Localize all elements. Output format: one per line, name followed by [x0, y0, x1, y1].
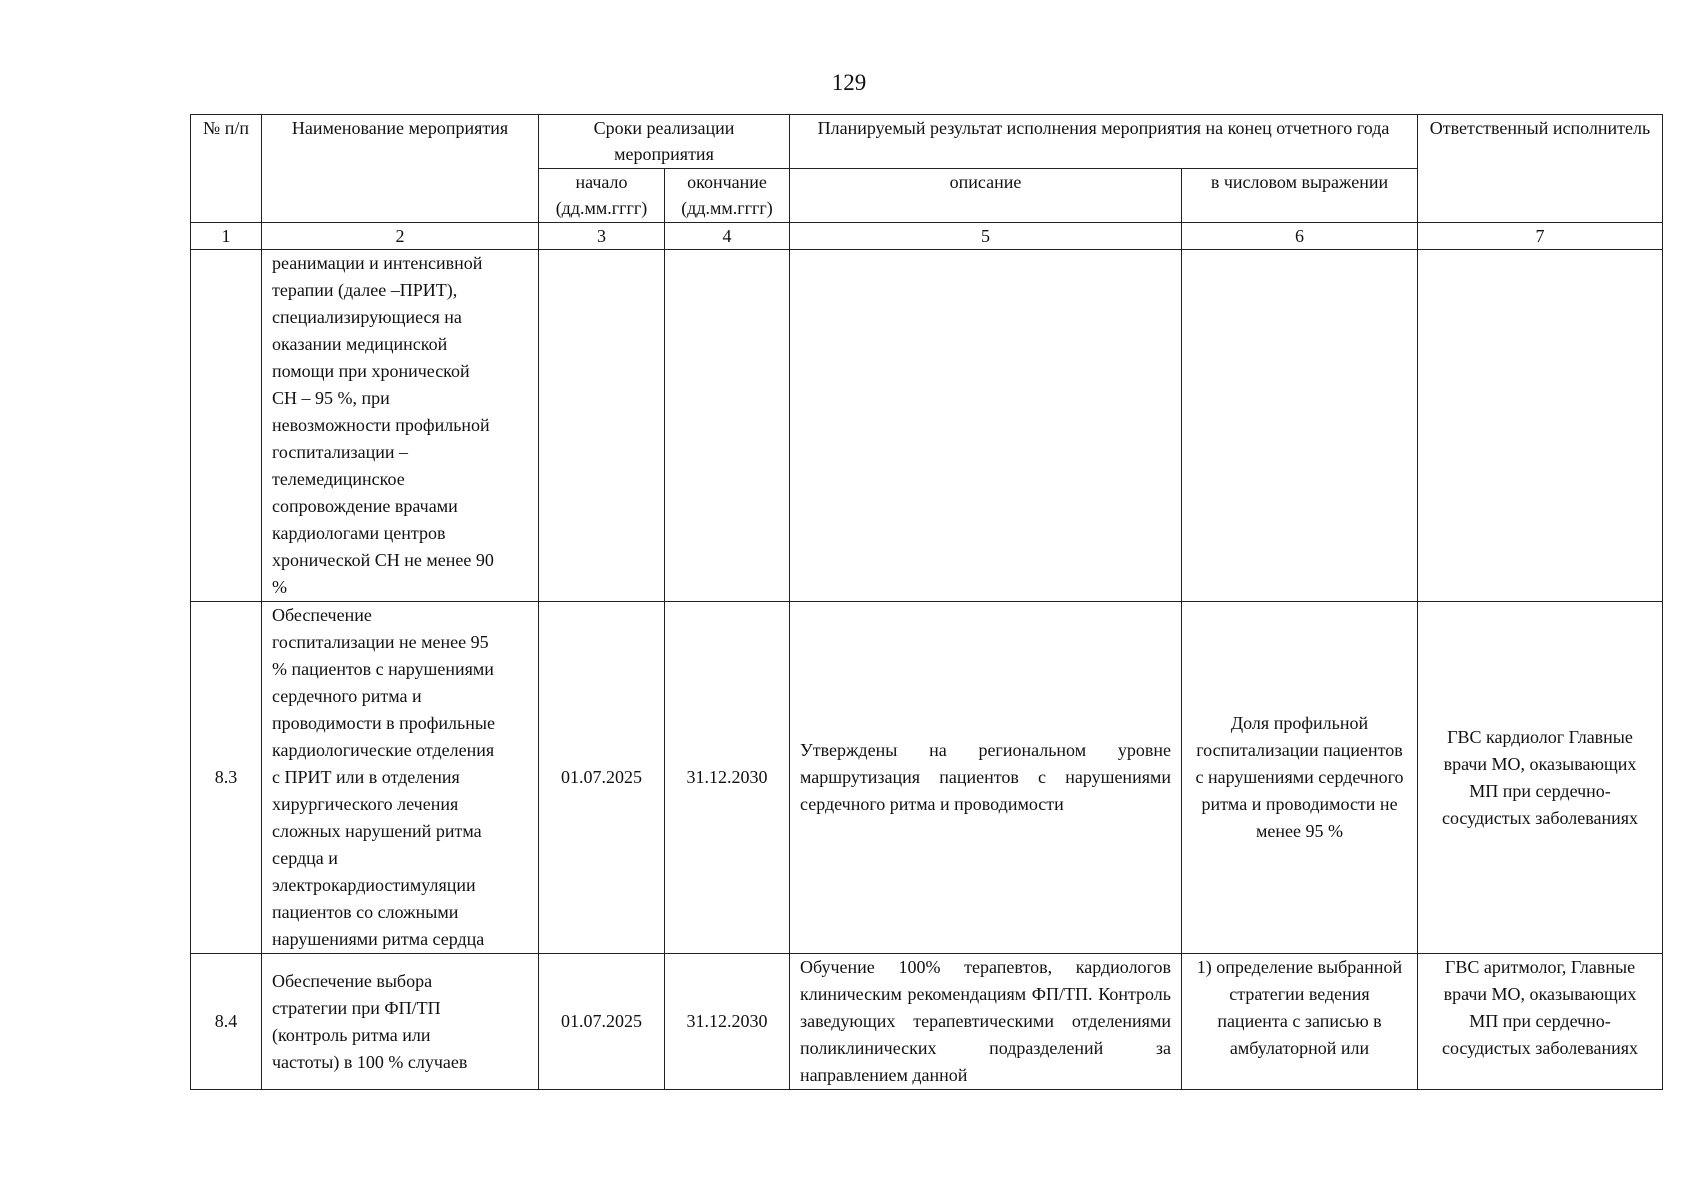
activity-name-line: СН – 95 %, при: [272, 388, 390, 408]
activity-name: [262, 250, 539, 602]
activity-name-line: хирургического лечения: [272, 794, 459, 814]
header-name: Наименование мероприятия: [262, 115, 539, 223]
responsible: ГВС кардиолог Главные врачи МО, оказывающих МП при сердечно-сосудистых заболеваниях: [1418, 602, 1663, 954]
header-description: описание: [790, 169, 1182, 223]
column-number: 7: [1418, 223, 1663, 250]
column-number: 3: [539, 223, 665, 250]
activity-name-line: % пациентов с нарушениями: [272, 659, 494, 679]
activity-name-line: терапии (далее –ПРИТ),: [272, 280, 458, 300]
end-date: 31.12.2030: [665, 602, 790, 954]
column-numbers-row: [191, 223, 1663, 250]
activity-name-line: телемедицинское: [272, 469, 405, 489]
activity-name-line: сердечного ритма и: [272, 686, 422, 706]
activity-name-line: реанимации и интенсивной: [272, 253, 483, 273]
row-number: 8.3: [191, 602, 262, 954]
responsible: ГВС аритмолог, Главные врачи МО, оказывающих МП при сердечно-сосудистых заболеваниях: [1418, 954, 1663, 1090]
header-result: Планируемый результат исполнения мероприятия на конец отчетного года: [790, 115, 1418, 169]
table-row: [191, 602, 1663, 954]
activity-name-line: стратегии при ФП/ТП: [272, 997, 441, 1018]
activity-name-line: сложных нарушений ритма: [272, 821, 482, 841]
table-row: [191, 954, 1663, 1090]
row-number: 8.4: [191, 954, 262, 1090]
activity-name-line: специализирующиеся на: [272, 307, 462, 327]
activity-name-line: кардиологические отделения: [272, 740, 495, 760]
activity-name: [262, 954, 539, 1090]
column-number: 5: [790, 223, 1182, 250]
activity-name-line: сопровождение врачами: [272, 496, 458, 516]
activity-name-line: помощи при хронической: [272, 361, 470, 381]
column-number: 6: [1182, 223, 1418, 250]
activity-name-line: Обеспечение выбора: [272, 970, 433, 991]
activity-name-line: госпитализации не менее 95: [272, 632, 489, 652]
header-end: окончание (дд.мм.гггг): [665, 169, 790, 223]
end-date: 31.12.2030: [665, 954, 790, 1090]
result-description: Обучение 100% терапевтов, кардиологов клиническим рекомендациям ФП/ТП. Контроль заведующих терапевтическими отделениями поликлинических подразделений за направлением данной: [790, 954, 1182, 1090]
activity-name-line: Обеспечение: [272, 605, 372, 625]
result-numeric: Доля профильной госпитализации пациентов с нарушениями сердечного ритма и проводимости не менее 95 %: [1182, 602, 1418, 954]
activity-name-line: с ПРИТ или в отделения: [272, 767, 460, 787]
header-numeric: в числовом выражении: [1182, 169, 1418, 223]
column-number: 2: [262, 223, 539, 250]
activity-name-line: кардиологами центров: [272, 523, 446, 543]
activity-name-line: сердца и: [272, 848, 338, 868]
header-terms: Сроки реализации мероприятия: [539, 115, 790, 169]
activities-table: [190, 114, 1663, 1090]
activity-name-line: нарушениями ритма сердца: [272, 929, 485, 949]
column-number: 4: [665, 223, 790, 250]
start-date: [539, 250, 665, 602]
activity-name-line: госпитализации –: [272, 442, 408, 462]
activity-name-line: проводимости в профильные: [272, 713, 495, 733]
activity-name-line: %: [272, 577, 287, 597]
activity-name-line: (контроль ритма или: [272, 1024, 431, 1045]
start-date: 01.07.2025: [539, 954, 665, 1090]
table-row: [191, 250, 1663, 602]
header-start: начало (дд.мм.гггг): [539, 169, 665, 223]
column-number: 1: [191, 223, 262, 250]
result-description: Утверждены на региональном уровне маршрутизация пациентов с нарушениями сердечного ритма и проводимости: [790, 602, 1182, 954]
start-date: 01.07.2025: [539, 602, 665, 954]
header-responsible: Ответственный исполнитель: [1418, 115, 1663, 223]
responsible: [1418, 250, 1663, 602]
activity-name: [262, 602, 539, 954]
activity-name-line: электрокардиостимуляции: [272, 875, 476, 895]
row-number: [191, 250, 262, 602]
activity-name-line: пациентов со сложными: [272, 902, 459, 922]
header-num: № п/п: [191, 115, 262, 223]
result-numeric: 1) определение выбранной стратегии ведения пациента с записью в амбулаторной или: [1182, 954, 1418, 1090]
result-numeric: [1182, 250, 1418, 602]
activity-name-line: невозможности профильной: [272, 415, 490, 435]
result-description: [790, 250, 1182, 602]
end-date: [665, 250, 790, 602]
activity-name-line: оказании медицинской: [272, 334, 448, 354]
page-number: 129: [831, 70, 867, 95]
activity-name-line: хронической СН не менее 90: [272, 550, 494, 570]
activity-name-line: частоты) в 100 % случаев: [272, 1051, 468, 1072]
